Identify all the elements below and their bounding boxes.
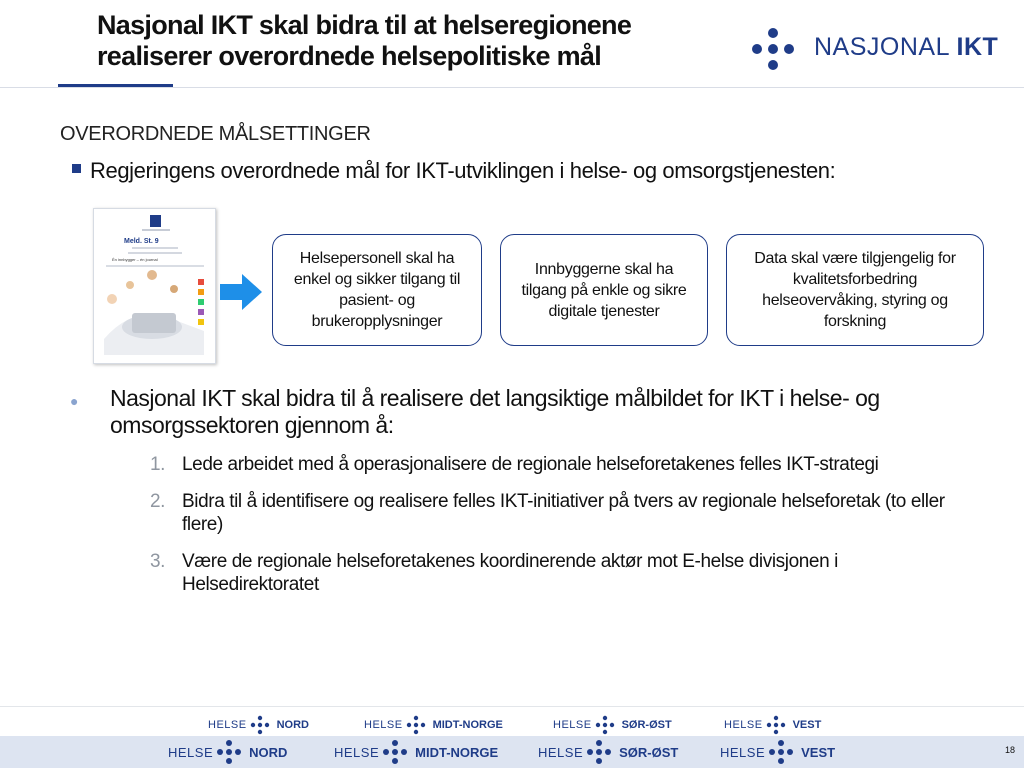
helse-nord-logo-small [208,715,309,735]
list-item-text: Være de regionale helseforetakenes koordinerende aktør mot E-helse divisjonen i Helsedirektoratet [182,551,838,595]
helse-vest-logo-small [724,715,821,735]
slide-title-line1: Nasjonal IKT skal bidra til at helseregionene [97,10,632,40]
region-vest: VEST [792,719,822,731]
document-cover-icon [94,209,216,364]
helse-dots-icon [249,715,271,735]
goal-bullet [72,158,835,184]
goal-box-data [726,234,984,346]
right-arrow-icon [220,272,262,312]
helse-word: HELSE [364,719,403,731]
round-bullet-icon: ● [70,393,79,409]
region-nord: NORD [276,719,309,731]
footer-top-strip [0,706,1024,736]
main-bullet [70,385,970,439]
title-divider [0,87,1024,88]
square-bullet-icon [72,164,81,173]
goal-bullet-text: Regjeringens overordnede mål for IKT-utviklingen i helse- og omsorgstjenesten: [90,158,836,183]
helse-vest-logo [720,739,835,765]
thumb-doc-subtitle: Én innbygger – én journal [112,257,158,262]
helse-word: HELSE [724,719,763,731]
helse-nord-logo [168,739,287,765]
goal-box-text: Data skal være tilgjengelig for kvalitetsforbedring helseovervåking, styring og forskning [754,250,956,330]
goal-box-text: Helsepersonell skal ha enkel og sikker tilgang til pasient- og brukeropplysninger [293,250,461,330]
list-item-text: Bidra til å identifisere og realisere felles IKT-initiativer på tvers av regionale helseforetak (to eller flere) [182,491,945,535]
goal-box-innbyggerne [500,234,708,346]
helse-word: HELSE [168,744,214,760]
helse-dots-icon [405,715,427,735]
region-midt-norge: MIDT-NORGE [432,719,503,731]
region-nord: NORD [249,744,288,760]
helse-dots-icon [594,715,616,735]
thumb-doc-title: Meld. St. 9 [124,238,159,245]
helse-word: HELSE [553,719,592,731]
helse-word: HELSE [334,744,380,760]
goal-box-helsepersonell [272,234,482,346]
list-item-number: 1. [150,454,166,475]
list-item-text: Lede arbeidet med å operasjonalisere de regionale helseforetakenes felles IKT-strategi [182,454,879,475]
region-sor-ost: SØR-ØST [619,744,679,760]
numbered-list [150,453,950,610]
helse-word: HELSE [720,744,766,760]
goal-box-text: Innbyggerne skal ha tilgang på enkle og sikre digitale tjenester [521,260,687,320]
helse-sor-ost-logo [538,739,678,765]
main-bullet-text: Nasjonal IKT skal bidra til å realisere det langsiktige målbildet for IKT i helse- og omsorgssektoren gjennom å: [110,385,880,438]
white-paper-thumbnail [93,208,216,364]
region-sor-ost: SØR-ØST [621,719,672,731]
logo-word-nasjonal: NASJONAL [814,33,950,61]
list-item [150,550,950,596]
region-vest: VEST [801,744,836,760]
helse-midt-norge-logo [334,739,498,765]
logo-text [814,33,998,62]
slide-title-line2: realiserer overordnede helsepolitiske mål [97,41,602,71]
helse-word: HELSE [538,744,584,760]
helse-dots-icon [215,739,243,765]
helse-sor-ost-logo-small [553,715,672,735]
nasjonal-ikt-logo [750,27,1000,77]
helse-word: HELSE [208,719,247,731]
page-number: 18 [1005,745,1016,755]
helse-dots-icon [381,739,409,765]
list-item-number: 2. [150,491,166,512]
region-midt-norge: MIDT-NORGE [415,744,499,760]
logo-dots-icon [750,27,808,77]
helse-dots-icon [585,739,613,765]
list-item-number: 3. [150,551,166,572]
helse-midt-norge-logo-small [364,715,503,735]
list-item [150,490,950,536]
list-item [150,453,950,476]
helse-dots-icon [765,715,787,735]
helse-dots-icon [767,739,795,765]
section-heading: OVERORDNEDE MÅLSETTINGER [60,123,371,145]
logo-word-ikt: IKT [956,33,999,61]
slide-title [97,10,737,72]
